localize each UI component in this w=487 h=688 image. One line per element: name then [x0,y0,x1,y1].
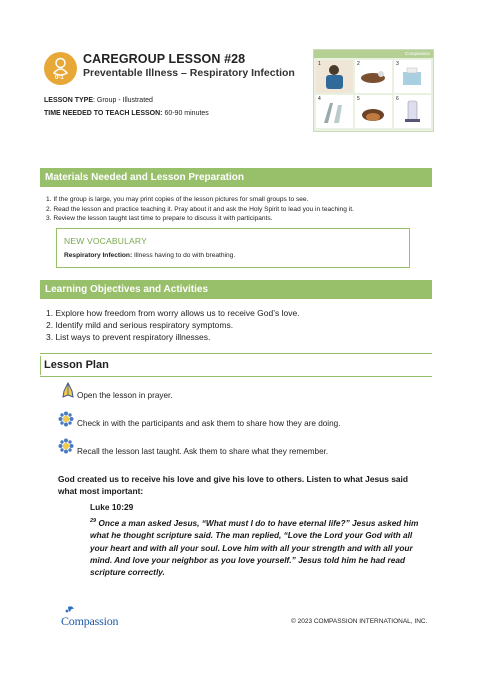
section-divider [40,376,432,377]
scripture-passage [90,515,428,579]
picture-cell [394,60,431,93]
section-divider-vertical [40,356,41,375]
vocabulary-definition: Illness having to do with breathing. [132,252,236,259]
picture-cell-number: 2 [357,61,360,67]
picture-cell [355,60,392,93]
picture-cell-number: 6 [396,96,399,102]
lesson-type-value: : Group - Illustrated [93,97,153,104]
lesson-plan-heading: Lesson Plan [44,359,109,371]
section-divider [40,353,432,354]
scripture-reference: Luke 10:29 [90,502,134,512]
picture-cell [394,95,431,128]
praying-hands-icon [60,382,76,398]
picture-cell [316,60,353,93]
objectives-heading: Learning Objectives and Activities [45,284,209,295]
verse-text: Once a man asked Jesus, “What must I do to have eternal life?” Jesus asked him what he thought scripture said. The man replied, “Love the Lord your God with all your heart and with all your soul. Love him with all your strength and with all your mind. And love your neighbor as you love yourself.” Jesus told him he had read scripture correctly. [90,517,419,578]
lesson-pictures-thumbnail [313,49,434,132]
group-circle-icon [58,411,74,427]
picture-cell-number: 3 [396,61,399,67]
lesson-subtitle: Preventable Illness – Respiratory Infection [83,67,295,79]
age-badge-icon [44,52,77,85]
lesson-type [44,97,153,104]
list-item: 3. List ways to prevent respiratory illnesses. [46,332,211,342]
compassion-logo [60,605,130,634]
vocabulary-entry [64,252,235,259]
verse-number: 29 [90,518,97,524]
objectives-list [46,307,300,343]
picture-cell [316,95,353,128]
list-item: 2. Identify mild and serious respiratory symptoms. [46,320,234,330]
materials-list [46,195,354,224]
lesson-type-label: LESSON TYPE [44,97,94,104]
picture-cell-number: 1 [318,61,321,67]
vocabulary-term: Respiratory Infection: [64,252,133,259]
vocabulary-heading: NEW VOCABULARY [64,236,147,246]
objectives-section-header [40,280,432,299]
copyright-notice: © 2023 COMPASSION INTERNATIONAL, INC. [291,618,428,625]
lesson-time-value: 60-90 minutes [162,110,209,117]
age-badge-label: 0-1 [55,75,64,81]
group-circle-icon [58,438,74,454]
step-recall-lesson: Recall the lesson last taught. Ask them to share what they remember. [77,447,329,456]
list-item: 2. Read the lesson and practice teaching it. Pray about it and ask the Holy Spirit to lead you in teaching it. [46,205,354,213]
compassion-logo-text: Compassion [61,614,119,628]
materials-section-header [40,168,432,187]
lesson-time [44,110,209,117]
list-item: 1. Explore how freedom from worry allows us to receive God’s love. [46,308,300,318]
lesson-title: CAREGROUP LESSON #28 [83,52,246,66]
list-item: 3. Review the lesson taught last time to prepare to discuss it with participants. [46,215,273,222]
list-item: 1. If the group is large, you may print copies of the lesson pictures for small groups to see. [46,196,309,203]
picture-cell [355,95,392,128]
lesson-time-label: TIME NEEDED TO TEACH LESSON: [44,110,163,117]
step-open-prayer: Open the lesson in prayer. [77,391,173,400]
picture-cell-number: 5 [357,96,360,102]
materials-heading: Materials Needed and Lesson Preparation [45,172,244,183]
lesson-intro-paragraph: God created us to receive his love and give his love to others. Listen to what Jesus said what most important: [58,474,408,496]
vocabulary-box [56,228,410,268]
step-check-in: Check in with the participants and ask them to share how they are doing. [77,419,341,428]
thumbnail-brand: Compassion [404,51,430,56]
picture-cell-number: 4 [318,96,321,102]
